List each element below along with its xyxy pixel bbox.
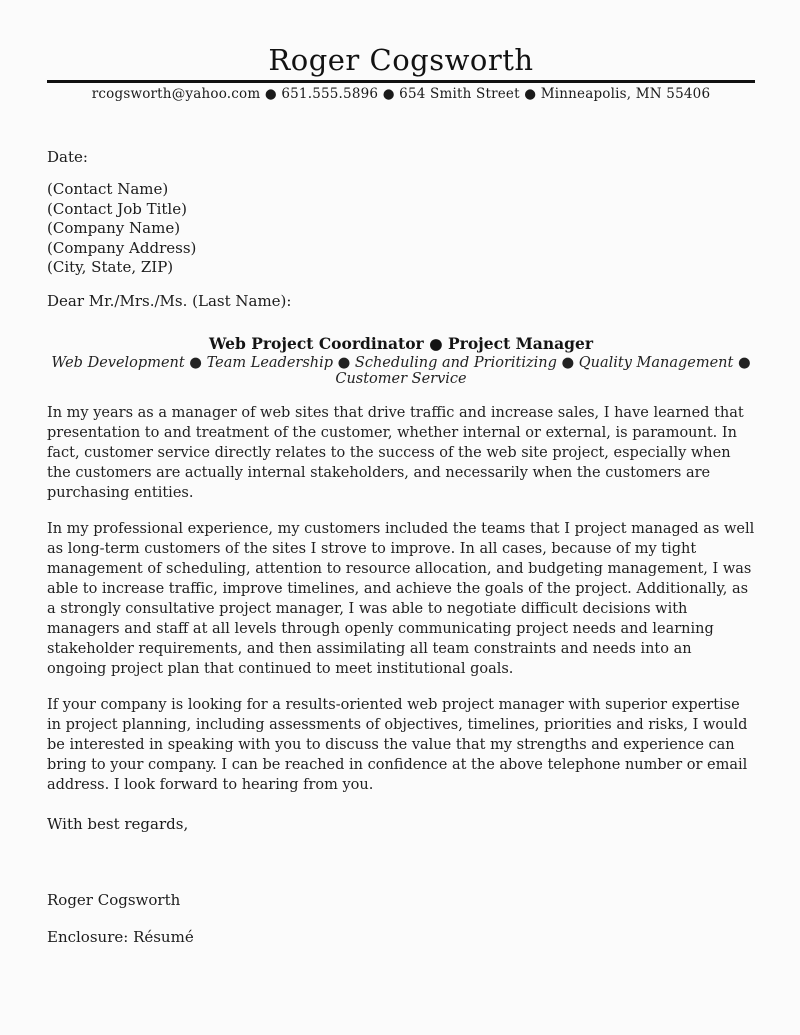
body-paragraph-1: In my years as a manager of web sites that drive traffic and increase sales, I have learned that presentation to and treatment of the customer, whether internal or external, is paramount. In fact, customer service directly relates to the success of the web site project, especially when the customers are actually internal stakeholders, and necessarily when the customers are purchasing entities.: [47, 404, 744, 501]
header-divider: [47, 80, 755, 83]
body-paragraph-3: If your company is looking for a results-oriented web project manager with superior expertise in project planning, including assessments of objectives, timelines, priorities and risks, I would be interested in speaking with you to discuss the value that my strengths and experience can bring to your company. I can be reached in confidence at the above telephone number or email address. I look forward to hearing from you.: [47, 696, 748, 793]
closing-line: With best regards,: [47, 814, 189, 833]
recipient-company-address: (Company Address): [47, 238, 197, 257]
sender-contact-line: rcogsworth@yahoo.com ● 651.555.5896 ● 654 Smith Street ● Minneapolis, MN 55406: [91, 86, 711, 103]
recipient-block: [47, 180, 755, 278]
date-label: Date:: [47, 148, 88, 167]
letter-header: [47, 44, 755, 102]
salutation: Dear Mr./Mrs./Ms. (Last Name):: [47, 291, 292, 310]
skills-summary-line: Web Development ● Team Leadership ● Scheduling and Prioritizing ● Quality Management ● Customer Service: [51, 354, 751, 387]
enclosure-line: Enclosure: Résumé: [47, 927, 194, 946]
signature-name: Roger Cogsworth: [47, 890, 181, 909]
recipient-city-state-zip: (City, State, ZIP): [47, 258, 174, 277]
sender-name: Roger Cogsworth: [268, 43, 534, 77]
recipient-contact-name: (Contact Name): [47, 180, 169, 199]
recipient-company-name: (Company Name): [47, 219, 181, 238]
position-headline: Web Project Coordinator ● Project Manager: [208, 333, 594, 353]
recipient-job-title: (Contact Job Title): [47, 199, 187, 218]
body-paragraph-2: In my professional experience, my customers included the teams that I project managed as well as long-term customers of the sites I strove to improve. In all cases, because of my tight management of scheduling, attention to resource allocation, and budgeting management, I was able to increase traffic, improve timelines, and achieve the goals of the project. Additionally, as a strongly consultative project manager, I was able to negotiate difficult decisions with managers and staff at all levels through openly communicating project needs and learning stakeholder requirements, and then assimilating all team constraints and needs into an ongoing project plan that continued to meet institutional goals.: [47, 520, 755, 677]
